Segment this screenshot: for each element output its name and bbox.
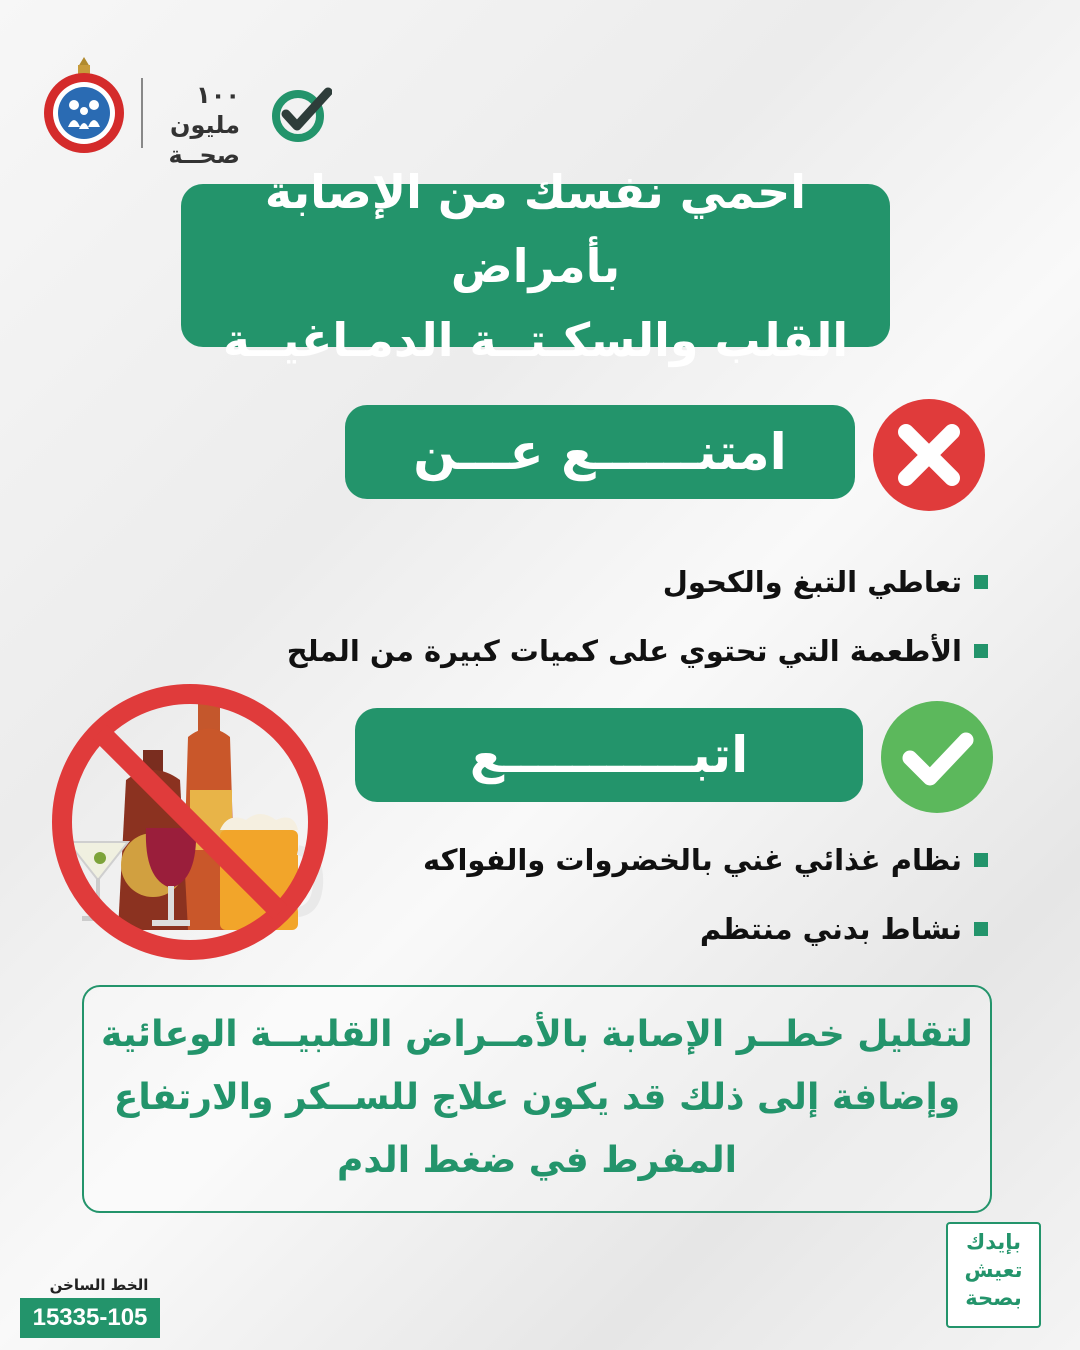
- campaign-line2: صحــة: [168, 141, 240, 169]
- slogan-badge: [946, 1222, 1041, 1328]
- title-line2: القلب والسكـتــة الدمـاغيــة: [222, 312, 849, 367]
- bullet-square: [974, 853, 988, 867]
- hotline-label: الخط الساخن: [49, 1276, 149, 1294]
- avoid-label: امتنــــــع عـــن: [413, 423, 787, 481]
- slogan-line3: بصحة: [965, 1286, 1022, 1310]
- follow-label: اتبـــــــــــع: [469, 726, 749, 784]
- result-line1: لتقليل خطــر الإصابة بالأمــراض القلبيــة الوعائية: [101, 1014, 973, 1055]
- avoid-item-1: [663, 565, 988, 599]
- avoid-item-1-text: تعاطي التبغ والكحول: [662, 565, 962, 599]
- title-line1: احمي نفسك من الإصابة بأمراض: [264, 164, 807, 293]
- result-line3: المفرط في ضغط الدم: [337, 1140, 737, 1181]
- follow-item-2: [700, 912, 988, 946]
- no-alcohol-icon: [48, 680, 333, 965]
- follow-item-1: [423, 843, 988, 877]
- avoid-item-2-text: الأطعمة التي تحتوي على كميات كبيرة من الملح: [286, 634, 962, 668]
- bullet-square: [974, 644, 988, 658]
- slogan-line2: تعيش: [964, 1258, 1023, 1282]
- avoid-item-2: [287, 634, 988, 668]
- follow-item-2-text: نشاط بدني منتظم: [699, 912, 962, 946]
- follow-banner: [355, 708, 863, 802]
- bullet-square: [974, 922, 988, 936]
- check-mark-icon: [270, 82, 332, 144]
- result-line2: وإضافة إلى ذلك قد يكون علاج للســكر والارتفاع: [113, 1077, 961, 1118]
- follow-item-1-text: نظام غذائي غني بالخضروات والفواكه: [423, 843, 962, 877]
- bullet-square: [974, 575, 988, 589]
- logo-divider: [141, 78, 143, 148]
- slogan-line1: بإيدك: [965, 1230, 1022, 1254]
- title-banner: [181, 164, 890, 367]
- green-check-icon: [880, 700, 994, 814]
- ministry-of-health-emblem-icon: [38, 55, 130, 155]
- campaign-line1: ١٠٠ مليون: [170, 81, 240, 139]
- hotline-number: 15335-105: [20, 1298, 160, 1338]
- red-x-icon: [872, 398, 986, 512]
- avoid-banner: [345, 405, 855, 499]
- result-message-box: [82, 985, 992, 1213]
